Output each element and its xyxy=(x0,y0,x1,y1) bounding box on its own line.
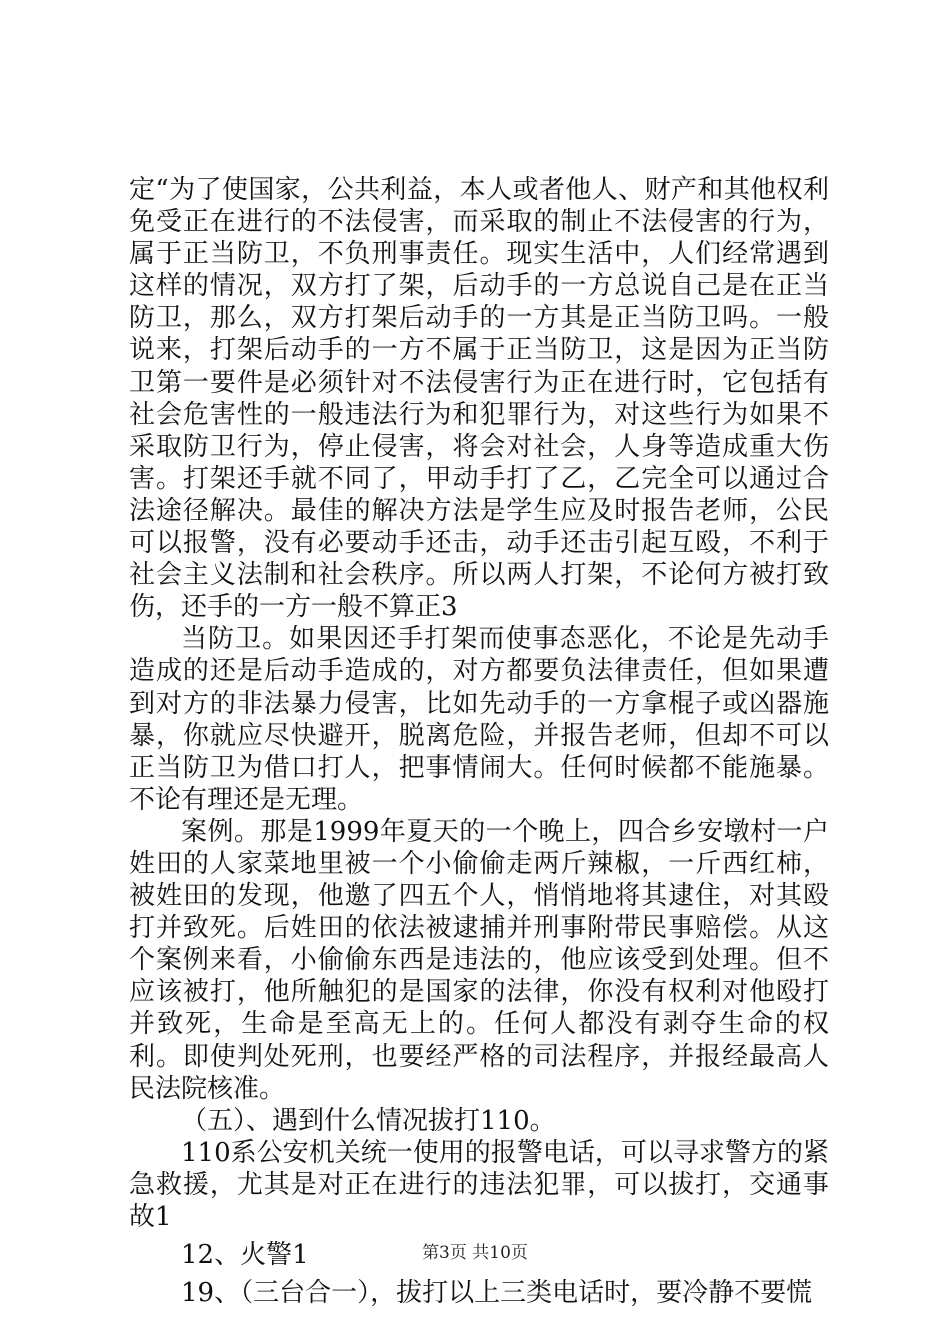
page-number-footer: 第3页 共10页 xyxy=(422,1243,528,1263)
paragraph-fire-alarm: 12、火警1 xyxy=(181,1240,309,1271)
paragraph-defense-continued: 当防卫。如果因还手打架而使事态恶化，不论是先动手造成的还是后动手造成的，对方都要负法律责任，但如果遭到对方的非法暴力侵害，比如先动手的一方拿棍子或凶器施暴，你就应尽快避开，脱离危险，并报告老师，但却不可以正当防卫为借口打人，把事情闹大。任何时候都不能施暴。不论有理还是无理。 xyxy=(129,624,829,815)
paragraph-justifiable-defense: 定“为了使国家，公共利益，本人或者他人、财产和其他权利免受正在进行的不法侵害，而采取的制止不法侵害的行为，属于正当防卫，不负刑事责任。现实生活中，人们经常遇到这样的情况，双方打了架，后动手的一方总说自己是在正当防卫，那么，双方打架后动手的一方其是正当防卫吗。一般说来，打架后动手的一方不属于正当防卫，这是因为正当防卫第一要件是必须针对不法侵害行为正在进行时，它包括有社会危害性的一般违法行为和犯罪行为，对这些行为如果不采取防卫行为，停止侵害，将会对社会，人身等造成重大伤害。打架还手就不同了，甲动手打了乙，乙完全可以通过合法途径解决。最佳的解决方法是学生应及时报告老师，公民可以报警，没有必要动手还击，动手还击引起互殴，不利于社会主义法制和社会秩序。所以两人打架，不论何方被打致伤，还手的一方一般不算正3 xyxy=(129,175,829,623)
section-heading-110: （五）、遇到什么情况拔打110。 xyxy=(181,1105,556,1136)
paragraph-three-in-one: 19、（三台合一），拔打以上三类电话时，要冷静不要慌 xyxy=(181,1278,813,1309)
paragraph-110-description: 110系公安机关统一使用的报警电话，可以寻求警方的紧急救援，尤其是对正在进行的违法犯罪，可以拔打，交通事故1 xyxy=(129,1137,829,1232)
document-body xyxy=(129,174,829,1309)
paragraph-case-example: 案例。那是1999年夏天的一个晚上，四合乡安墩村一户姓田的人家菜地里被一个小偷偷走两斤辣椒，一斤西红柿，被姓田的发现，他邀了四五个人，悄悄地将其逮住，对其殴打并致死。后姓田的依法被逮捕并刑事附带民事赔偿。从这个案例来看，小偷偷东西是违法的，他应该受到处理。但不应该被打，他所触犯的是国家的法律，你没有权利对他殴打并致死，生命是至高无上的。任何人都没有剥夺生命的权利。即使判处死刑，也要经严格的司法程序，并报经最高人民法院核准。 xyxy=(129,816,829,1104)
